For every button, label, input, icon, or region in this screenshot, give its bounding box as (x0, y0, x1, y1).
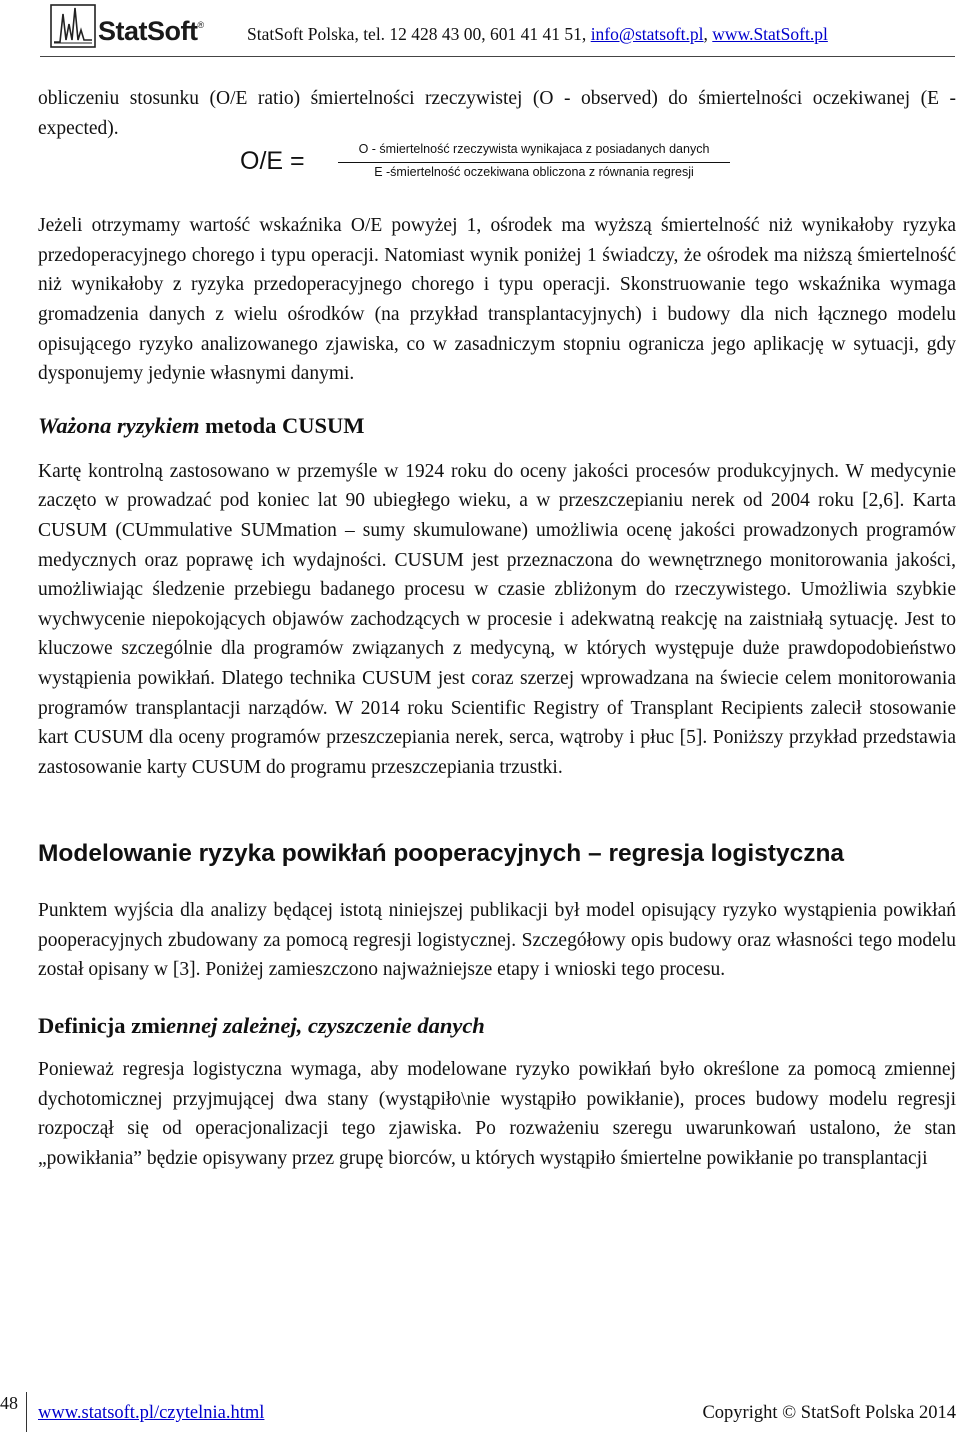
formula-lhs: O/E = (240, 147, 305, 176)
paragraph-intro: obliczeniu stosunku (O/E ratio) śmiertelności rzeczywistej (O - observed) do śmiertelności oczekiwanej (E - expected). (38, 88, 956, 139)
footer-divider (26, 1392, 27, 1432)
contact-separator: , (703, 24, 713, 44)
paragraph-model: Punktem wyjścia dla analizy będącej istotą niniejszej publikacji był model opisujący ryzyko wystąpienia powikłań pooperacyjnych zbudowany za pomocą regresji logistycznej. Szczegółowy opis budowy oraz własności tego modelu został opisany w [3]. Poniżej zamieszczono najważniejsze etapy i wnioski tego procesu. (38, 900, 956, 981)
section-heading: Modelowanie ryzyka powikłań pooperacyjnych – regresja logistyczna (38, 840, 845, 868)
copyright-text: Copyright © StatSoft Polska 2014 (702, 1403, 956, 1423)
formula-numerator: O - śmiertelność rzeczywista wynikajaca z posiadanych danych (358, 142, 710, 157)
fraction-bar (338, 162, 730, 163)
formula-denominator: E -śmiertelność oczekiwana obliczona z równania regresji (374, 165, 694, 180)
website-link[interactable]: www.StatSoft.pl (712, 24, 828, 44)
heading-definition-bold: Definicja zmi (38, 1013, 167, 1039)
contact-text: StatSoft Polska, tel. 12 428 43 00, 601 41 41 51, (247, 24, 591, 44)
czytelnia-link[interactable]: www.statsoft.pl/czytelnia.html (38, 1403, 265, 1423)
paragraph-cusum: Kartę kontrolną zastosowano w przemyśle w 1924 roku do oceny jakości procesów produkcyjnych. W medycynie zaczęto w prowadzać pod koniec lat 90 ubiegłego wieku, a w przeszczepianiu nerek od 2004 roku [2,6]. Karta CUSUM (CUmmulative SUMmation – sumy skumulowane) umożliwia ocenę jakości prowadzonych programów medycznych oraz poprawę ich wydajności. CUSUM jest przeznaczona do wewnętrznego monitorowania jakości, umożliwiając śledzenie przebiegu badanego procesu w czasie zbliżonym do rzeczywistego. Umożliwia szybkie wychwycenie niepokojących objawów zachodzących w procesie i adekwatną reakcję na zaistniałą sytuację. Jest to kluczowe szczególnie dla programów związanych z medycyną, w których występuje duże prawdopodobieństwo wystąpienia powikłań. Dlatego technika CUSUM jest coraz szerzej wprowadzana na świecie celem monitorowania programów transplantacji narządów. W 2014 roku Scientific Registry of Transplant Recipients zalecił stosowanie kart CUSUM dla oceny programów przeszczepiania nerek, serca, wątroby i płuc [5]. Poniższy przykład przedstawia zastosowanie karty CUSUM do programu przeszczepiania trzustki. (38, 460, 956, 778)
email-link[interactable]: info@statsoft.pl (590, 24, 704, 44)
header-divider (40, 56, 955, 57)
page-content (38, 84, 956, 1173)
paragraph-oe: Jeżeli otrzymamy wartość wskaźnika O/E powyżej 1, ośrodek ma wyższą śmiertelność niż wynikałoby ryzyka przedoperacyjnego chorego i typu operacji. Natomiast wynik poniżej 1 świadczy, że ośrodek ma niższą śmiertelność niż wynikałoby z ryzyka przedoperacyjnego chorego i typu operacji. Skonstruowanie tego wskaźnika wymaga gromadzenia danych z wielu ośrodków (na przykład transplantacyjnych) i budowy dla nich łącznego modelu opisującego ryzyko analizowanego zjawiska, co w zasadniczym stopniu ogranicza jego aplikację w sytuacji, gdy dysponujemy jedynie własnymi danymi. (38, 215, 956, 385)
heading-cusum (38, 413, 956, 439)
paragraph-definition: Ponieważ regresja logistyczna wymaga, aby modelowane ryzyko powikłań było określone za pomocą zmiennej dychotomicznej przyjmującej dwa stany (wystąpiło\nie wystąpiło powikłanie), proces budowy modelu regresji rozpoczął się od operacjonalizacji tego zjawiska. Po rozważeniu szeregu uwarunkowań ustalono, że stan „powikłania” będzie opisywany przez grupę biorców, u których wystąpiło śmiertelne powikłanie po transplantacji (38, 1059, 956, 1169)
logo-wordmark: StatSoft® (98, 16, 204, 46)
page-number: 48 (0, 1393, 18, 1413)
page-header (48, 2, 948, 50)
statsoft-logo[interactable] (48, 2, 228, 50)
statsoft-logo-icon (50, 4, 96, 48)
heading-definition-italic: ennej zależnej, czyszczenie danych (166, 1013, 485, 1039)
page-footer (38, 1403, 956, 1424)
heading-definition (38, 1013, 956, 1039)
oe-formula (38, 142, 956, 203)
contact-line (247, 24, 828, 45)
heading-cusum-rest: metoda CUSUM (199, 412, 365, 438)
heading-cusum-italic: Ważona ryzykiem (38, 412, 200, 438)
